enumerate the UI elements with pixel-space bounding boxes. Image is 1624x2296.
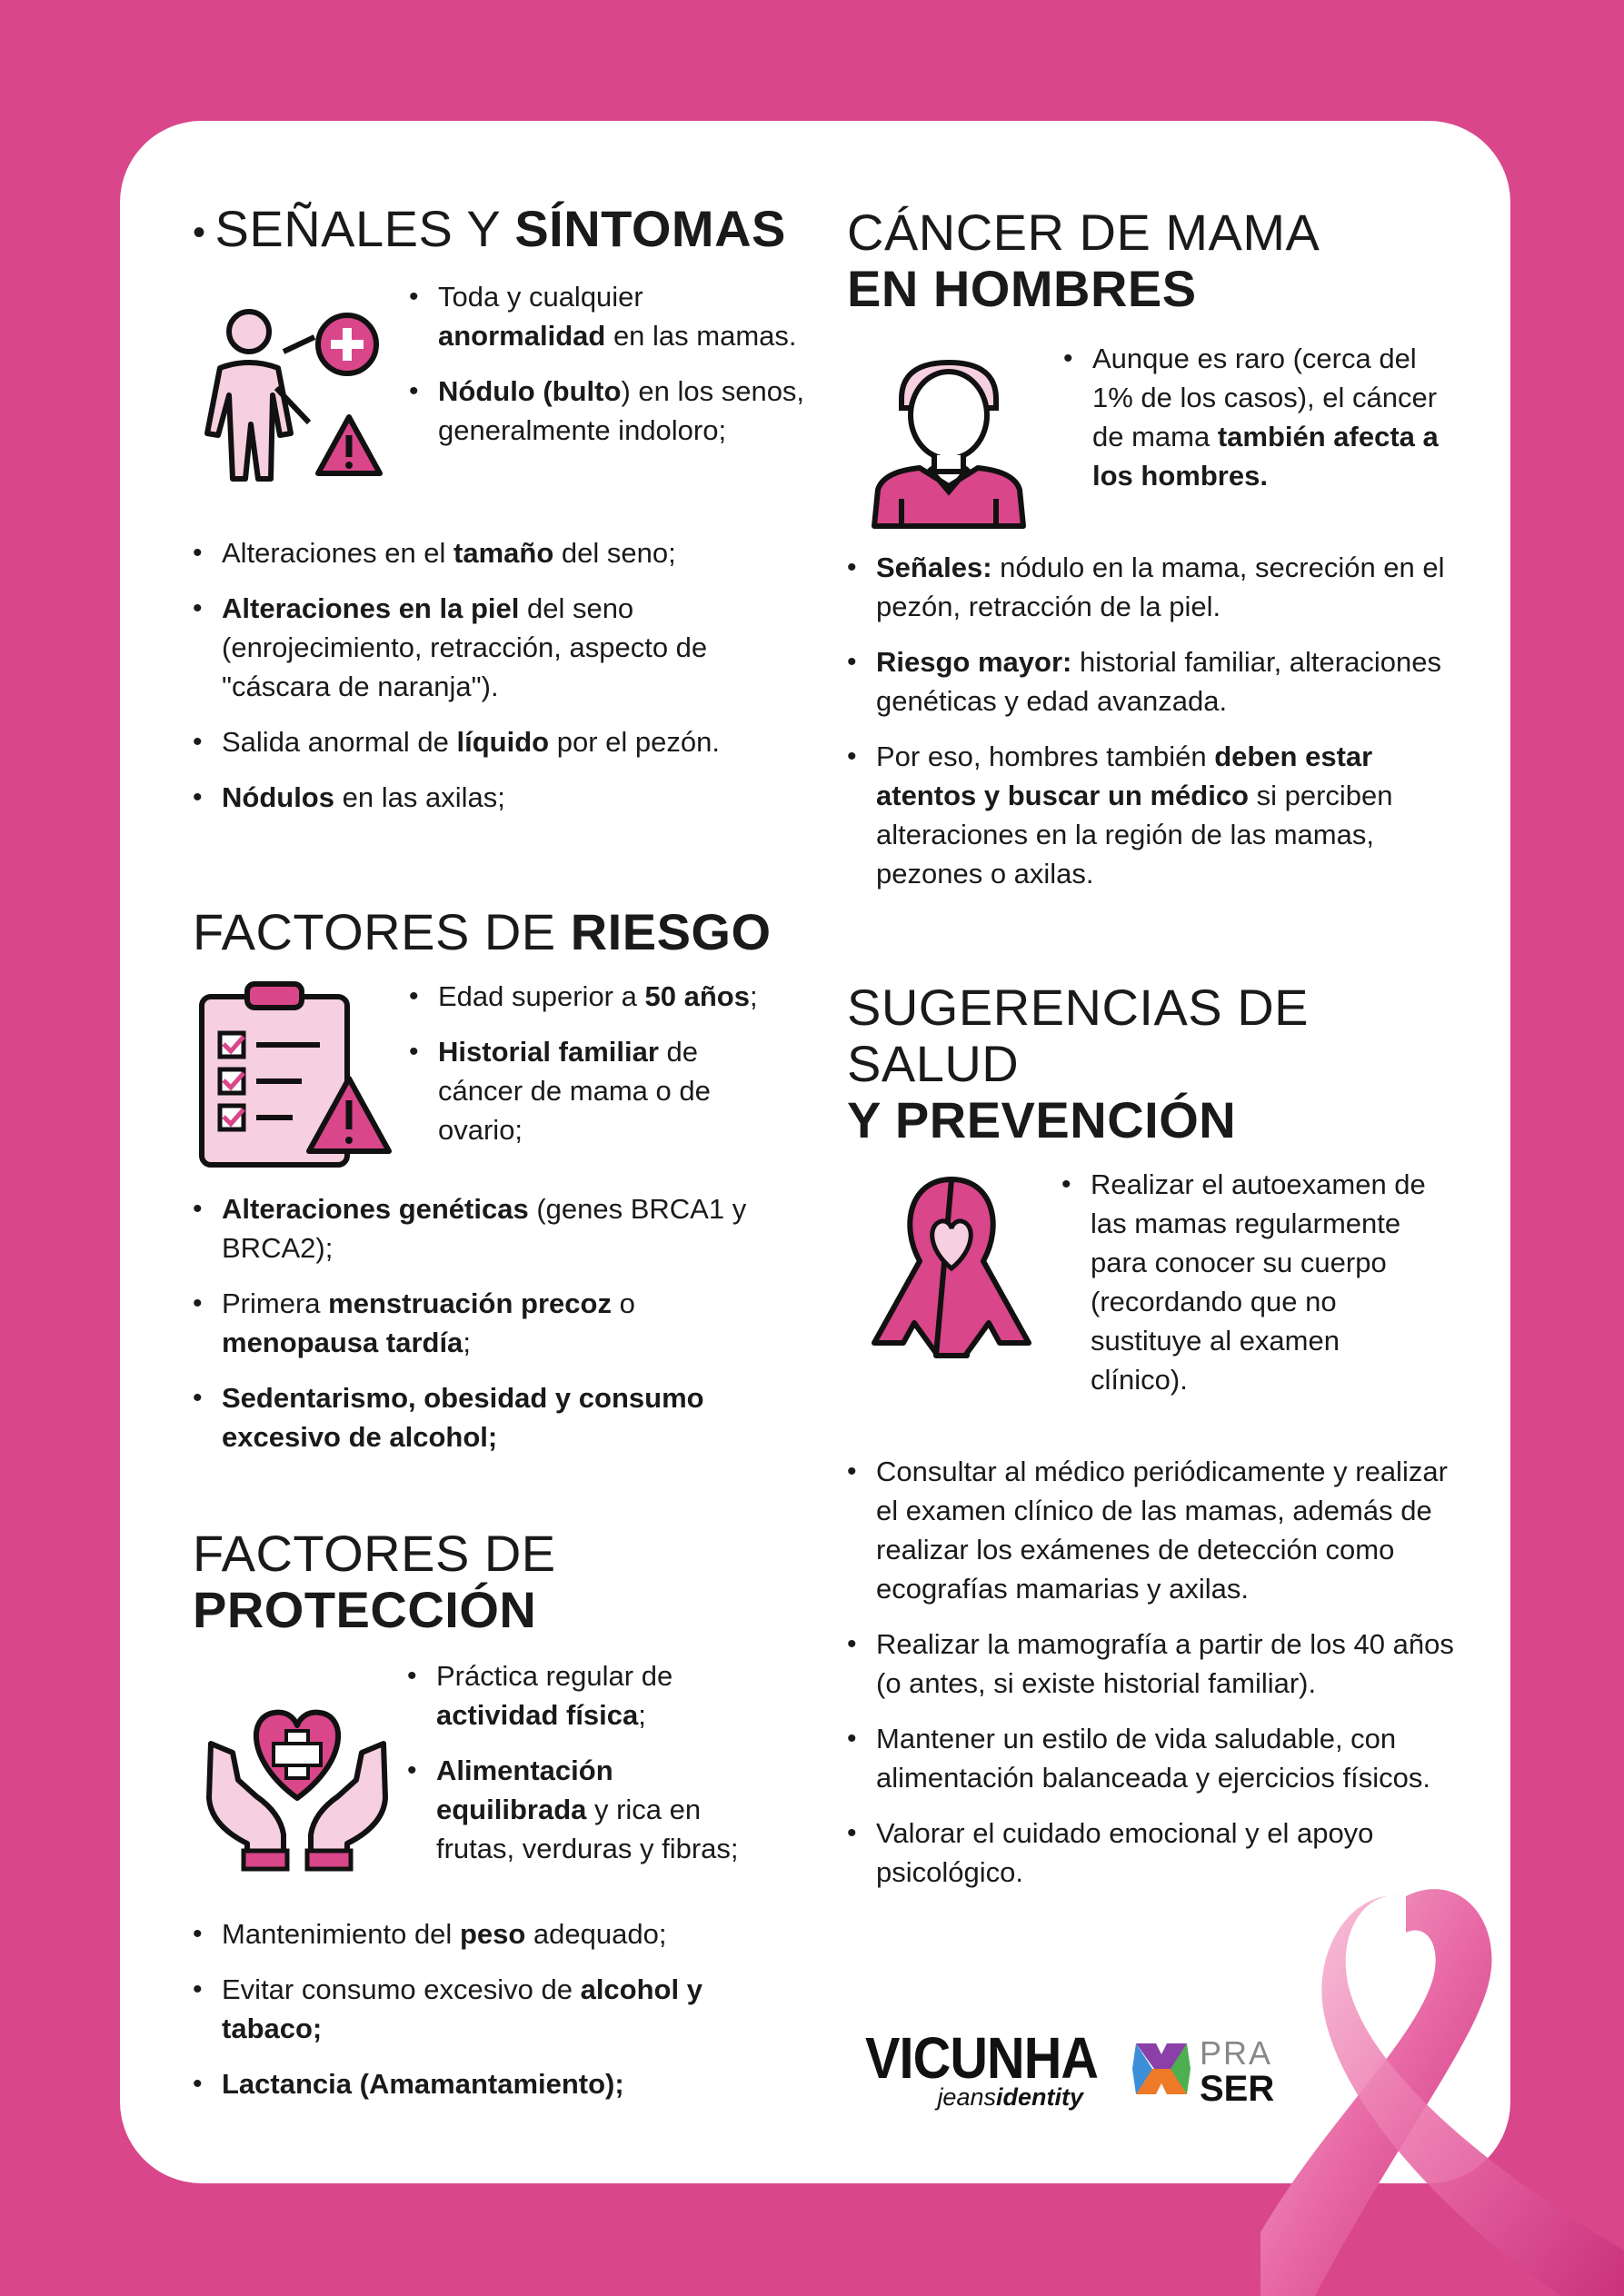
section-riesgo xyxy=(193,904,829,1473)
riesgo-icon-list xyxy=(409,977,772,1166)
list-item: • Nódulos en las axilas; xyxy=(193,778,756,817)
sintomas-title xyxy=(193,201,829,261)
list-item: • Alteraciones genéticas (genes BRCA1 y BRCA2); xyxy=(193,1189,774,1267)
list-item: • Valorar el cuidado emocional y el apoyo psicológico. xyxy=(847,1814,1465,1892)
riesgo-icon-row xyxy=(193,971,829,1189)
sintomas-icon-list xyxy=(409,277,809,466)
sugerencias-title: SUGERENCIAS DE SALUD Y PREVENCIÓN xyxy=(847,979,1309,1148)
list-item: • Mantenimiento del peso adequado; xyxy=(193,1914,774,1953)
decorative-ribbon-icon xyxy=(1260,1869,1624,2296)
man-avatar-icon xyxy=(847,344,1056,544)
list-item: • Por eso, hombres también deben estar atentos y buscar un médico si perciben alteraciones en la región de las mamas, pezones o axilas. xyxy=(847,737,1447,893)
pink-ribbon-icon xyxy=(847,1161,1056,1379)
pra-text: PRA xyxy=(1200,2034,1273,2072)
list-item: • Mantener un estilo de vida saludable, con alimentación balanceada y ejercicios físicos. xyxy=(847,1719,1465,1797)
list-item: • Práctica regular de actividad física; xyxy=(407,1656,771,1734)
list-item: • Alteraciones en la piel del seno (enrojecimiento, retracción, aspecto de "cáscara de naranja"). xyxy=(193,589,756,706)
proteccion-icon-list xyxy=(407,1656,771,1884)
list-item: • Toda y cualquier anormalidad en las mamas. xyxy=(409,277,809,355)
section-hombres xyxy=(847,204,1465,909)
list-item: • Señales: nódulo en la mama, secreción en el pezón, retracción de la piel. xyxy=(847,548,1447,626)
list-item: • Primera menstruación precoz o menopausa tardía; xyxy=(193,1284,774,1362)
list-item: • Consultar al médico periódicamente y realizar el examen clínico de las mamas, además de realizar los exámenes de detección como ecografías mamarias y axilas. xyxy=(847,1452,1465,1608)
praser-x-icon xyxy=(1129,2036,1194,2102)
section-sugerencias xyxy=(847,979,1465,1908)
praser-logo xyxy=(1129,2036,1274,2107)
proteccion-icon-row xyxy=(193,1653,829,1907)
list-item: • Lactancia (Amamantamiento); xyxy=(193,2064,774,2103)
ser-text: SER xyxy=(1200,2069,1275,2109)
title-bold: SÍNTOMAS xyxy=(514,200,786,257)
hombres-icon-row xyxy=(847,339,1465,548)
list-item: • Alteraciones en el tamaño del seno; xyxy=(193,533,756,572)
vicunha-logo xyxy=(865,2025,1124,2112)
list-item: • Realizar la mamografía a partir de los 40 años (o antes, si existe historial familiar). xyxy=(847,1625,1465,1703)
section-sintomas xyxy=(193,201,829,833)
riesgo-list xyxy=(193,1189,774,1456)
sugerencias-icon-list xyxy=(1061,1165,1443,1416)
list-item: • Salida anormal de líquido por el pezón. xyxy=(193,722,756,761)
list-item: • Sedentarismo, obesidad y consumo excesivo de alcohol; xyxy=(193,1378,774,1456)
sintomas-list xyxy=(193,533,756,817)
vicunha-wordmark: VICUNHA xyxy=(865,2025,1099,2091)
section-proteccion xyxy=(193,1526,829,2120)
vicunha-tagline: jeansidentity xyxy=(937,2083,1083,2111)
list-item: • Riesgo mayor: historial familiar, alteraciones genéticas y edad avanzada. xyxy=(847,642,1447,721)
sintomas-icon-row xyxy=(193,270,829,533)
sugerencias-icon-row xyxy=(847,1161,1465,1452)
person-alert-icon xyxy=(193,297,402,506)
title-light: SEÑALES Y xyxy=(214,200,515,257)
sugerencias-list xyxy=(847,1452,1465,1892)
hombres-list xyxy=(847,548,1447,893)
list-item: • Realizar el autoexamen de las mamas regularmente para conocer su cuerpo (recordando que no sustituye al examen clínico). xyxy=(1061,1165,1443,1399)
list-item: • Alimentación equilibrada y rica en frutas, verduras y fibras; xyxy=(407,1751,771,1868)
riesgo-title: FACTORES DE RIESGO xyxy=(193,903,772,960)
clipboard-warning-icon xyxy=(193,979,402,1178)
list-item: • Historial familiar de cáncer de mama o de ovario; xyxy=(409,1032,772,1149)
proteccion-list xyxy=(193,1914,774,2103)
list-item: • Nódulo (bulto) en los senos, generalmente indoloro; xyxy=(409,372,809,450)
list-item: • Edad superior a 50 años; xyxy=(409,977,772,1016)
list-item: • Evitar consumo excesivo de alcohol y tabaco; xyxy=(193,1970,774,2048)
hombres-title: CÁNCER DE MAMA EN HOMBRES xyxy=(847,204,1320,317)
proteccion-title: FACTORES DE PROTECCIÓN xyxy=(193,1525,556,1638)
title-bullet: • xyxy=(193,213,206,253)
list-item: • Aunque es raro (cerca del 1% de los casos), el cáncer de mama también afecta a los hombres. xyxy=(1063,339,1445,495)
heart-hands-icon xyxy=(193,1671,402,1880)
hombres-icon-list xyxy=(1063,339,1445,512)
